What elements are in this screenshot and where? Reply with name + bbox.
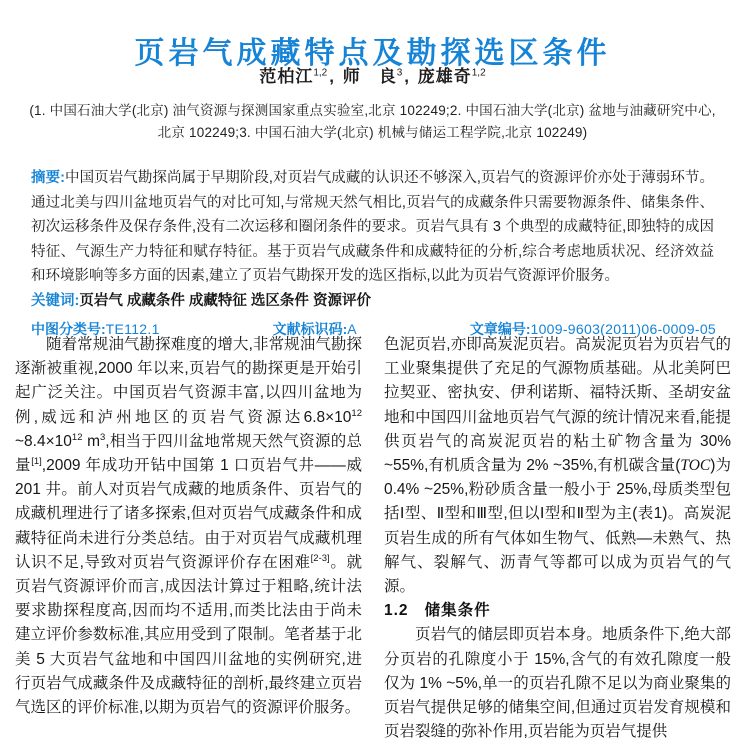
author-superscript: 1,2 xyxy=(471,67,486,79)
clc-label: 中图分类号: xyxy=(31,320,106,337)
keywords-text: 页岩气 成藏条件 成藏特征 选区条件 资源评价 xyxy=(79,292,371,309)
body-columns xyxy=(15,333,731,751)
author-superscript: 1,2 xyxy=(313,67,328,79)
affiliation-line: (1. 中国石油大学(北京) 油气资源与探测国家重点实验室,北京 102249;2. 中国石油大学(北京) 盆地与油藏研究中心, xyxy=(29,103,716,118)
body-paragraph: 页岩气的储层即页岩本身。地质条件下,绝大部分页岩的孔隙度小于 15%,含气的有效孔隙度一般仅为 1% ~5%,单一的页岩孔隙不足以为商业聚集的页岩气提供足够的储集空间,但通过页岩发育规模和页岩裂缝的弥补作用,页岩能为页岩气提供 xyxy=(384,626,731,741)
section-number: 1.2 xyxy=(384,602,409,620)
author-name: 师 良 xyxy=(342,67,397,86)
author-line xyxy=(0,62,745,87)
document-code-value: A xyxy=(347,320,357,337)
keywords-line xyxy=(31,289,714,314)
section-heading xyxy=(384,599,731,623)
article-id-label: 文章编号: xyxy=(469,320,531,337)
author-name: 范柏江 xyxy=(259,67,314,86)
abstract xyxy=(31,166,714,289)
page-title: 页岩气成藏特点及勘探选区条件 xyxy=(134,37,611,71)
author-3 xyxy=(418,67,486,86)
author-name: 庞雄奇 xyxy=(417,67,472,86)
article-id-value: 1009-9603(2011)06-0009-05 xyxy=(530,320,716,337)
left-column xyxy=(15,333,362,751)
document-code-label: 文献标识码: xyxy=(272,320,348,337)
front-matter xyxy=(31,166,714,339)
abstract-text: 中国页岩气勘探尚属于早期阶段,对页岩气成藏的认识还不够深入,页岩气的资源评价亦处于薄弱环节。通过北美与四川盆地页岩气的对比可知,与常规天然气相比,页岩气的成藏条件只需要物源条件、储集条件、初次运移条件及保存条件,没有二次运移和圈闭条件的要求。页岩气具有 3 个典型的成藏特征,即独特的成因特征、气源生产力特征和赋存特征。基于页岩气成藏条件和成藏特征的分析,综合考虑地质状况、经济效益和环境影响等多方面的因素,建立了页岩气勘探开发的选区指标,以此为页岩气资源评价服务。 xyxy=(31,170,714,285)
right-column xyxy=(384,333,731,751)
abstract-label: 摘要: xyxy=(31,170,65,186)
author-separator: , xyxy=(404,67,411,86)
author-separator: , xyxy=(329,67,335,86)
keywords-label: 关键词: xyxy=(31,292,80,309)
body-paragraph: 随着常规油气勘探难度的增大,非常规油气勘探逐渐被重视,2000 年以来,页岩气的勘探更是开始引起广泛关注。中国页岩气资源丰富,以四川盆地为例,威远和泸州地区的页岩气资源达$6.8\times 10^{12}$ $\sim 8.4\times 10^{12}$ $m^3$,相当于四川盆地常规天然气资源的总量[1],2009 年成功开钻中国第 1 口页岩气井——威 201 井。前人对页岩气成藏的地质条件、页岩气的成藏机理进行了诸多探索,但对页岩气成藏条件和成藏特征尚未进行分类总结。由于对页岩气成藏机理认识不足,导致对页岩气资源评价存在困难[2-3]。就页岩气资源评价而言,成因法计算过于粗略,统计法要求勘探程度高,因而均不适用,而类比法由于尚未建立评价参数标准,其应用受到了限制。笔者基于北美 5 大页岩气盆地和中国四川盆地的实例研究,进行页岩气成藏条件及成藏特征的剖析,最终建立页岩气选区的评价标准,以期为页岩气的资源评价服务。 xyxy=(15,336,363,717)
body-paragraph: 色泥页岩,亦即高炭泥页岩。高炭泥页岩为页岩气的工业聚集提供了充足的气源物质基础。从北美阿巴拉契亚、密执安、伊利诺斯、福特沃斯、圣胡安盆地和中国四川盆地页岩气气源的统计情况来看,能提供页岩气的高炭泥页岩的粘土矿物含量为 30% ~55%,有机质含量为 2% ~35%,有机碳含量(TOC)为 0.4% ~25%,粉砂质含量一般小于 25%,母质类型包括Ⅰ型、Ⅱ型和Ⅲ型,但以Ⅰ型和Ⅱ型为主(表1)。高炭泥页岩生成的所有气体如生物气、低熟—未熟气、热解气、裂解气、沥青气等都可以成为页岩气的气源。 xyxy=(384,336,731,596)
author-2 xyxy=(343,67,403,86)
author-superscript: 3 xyxy=(396,67,403,79)
author-1 xyxy=(259,67,327,86)
affiliation-line: 北京 102249;3. 中国石油大学(北京) 机械与储运工程学院,北京 102249) xyxy=(157,124,588,140)
affiliations xyxy=(0,100,745,143)
clc-value: TE112.1 xyxy=(105,320,160,337)
section-title: 储集条件 xyxy=(424,602,491,620)
